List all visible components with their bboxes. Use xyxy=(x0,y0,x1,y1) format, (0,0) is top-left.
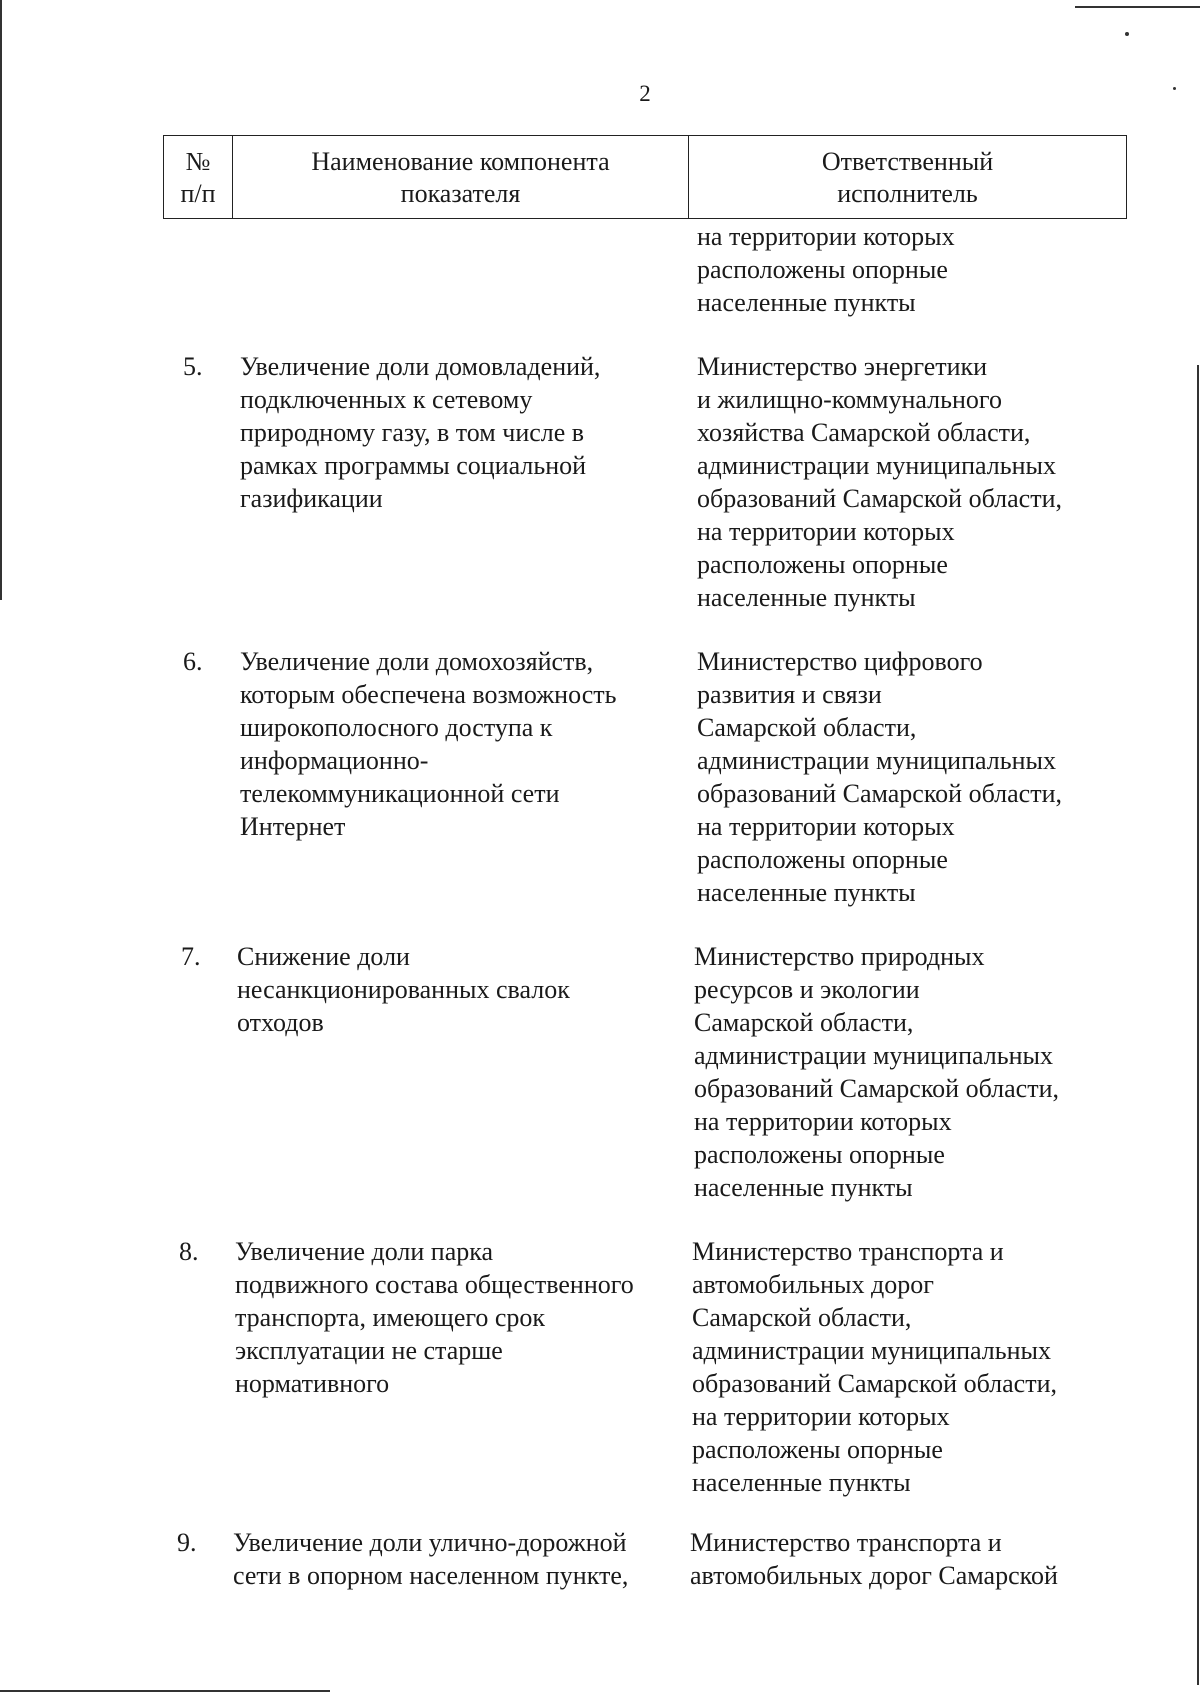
page-number: 2 xyxy=(639,81,651,106)
text-line: Министерство цифрового xyxy=(697,647,983,676)
text-line: информационно- xyxy=(240,746,429,775)
text-line: нормативного xyxy=(235,1369,390,1398)
text-line: Увеличение доли парка xyxy=(235,1237,494,1266)
header-col-number xyxy=(164,136,232,218)
text-line: ресурсов и экологии xyxy=(694,975,920,1004)
text-line: телекоммуникационной сети xyxy=(240,779,560,808)
text-line: широкополосного доступа к xyxy=(240,713,553,742)
text-line: которым обеспечена возможность xyxy=(240,680,617,709)
scan-speck xyxy=(1125,32,1129,36)
text-line: Министерство транспорта и xyxy=(692,1237,1004,1266)
text-line: Самарской области, xyxy=(694,1008,914,1037)
table-header xyxy=(163,135,1127,219)
row-number: 5. xyxy=(183,352,203,381)
text-line: расположены опорные xyxy=(697,550,948,579)
executor xyxy=(690,1526,1058,1592)
header-col-number-line: п/п xyxy=(180,179,216,208)
text-line: природному газу, в том числе в xyxy=(240,418,585,447)
text-line: администрации муниципальных xyxy=(697,746,1056,775)
text-line: населенные пункты xyxy=(694,1173,913,1202)
text-line: развития и связи xyxy=(697,680,882,709)
indicator-name xyxy=(240,645,617,843)
text-line: населенные пункты xyxy=(697,583,916,612)
text-line: расположены опорные xyxy=(697,255,948,284)
text-line: и жилищно-коммунального xyxy=(697,385,1002,414)
header-col-executor-line: Ответственный xyxy=(821,147,994,176)
text-line: Интернет xyxy=(240,812,346,841)
text-line: расположены опорные xyxy=(692,1435,943,1464)
text-line: автомобильных дорог Самарской xyxy=(690,1561,1058,1590)
text-line: Увеличение доли улично-дорожной xyxy=(233,1528,627,1557)
text-line: на территории которых xyxy=(697,517,955,546)
indicator-name xyxy=(233,1526,628,1592)
header-col-number-line: № xyxy=(185,147,211,176)
text-line: сети в опорном населенном пункте, xyxy=(233,1561,629,1590)
executor xyxy=(694,940,1059,1204)
scan-edge-bottom xyxy=(0,1690,330,1692)
text-line: администрации муниципальных xyxy=(694,1041,1053,1070)
header-col-name xyxy=(232,136,688,218)
text-line: Министерство природных xyxy=(694,942,985,971)
text-line: газификации xyxy=(240,484,383,513)
text-line: Снижение доли xyxy=(237,942,410,971)
text-line: населенные пункты xyxy=(692,1468,911,1497)
text-line: рамках программы социальной xyxy=(240,451,587,480)
indicator-name xyxy=(237,940,570,1039)
text-line: Самарской области, xyxy=(697,713,917,742)
header-col-name-line: Наименование компонента xyxy=(311,147,610,176)
header-col-executor xyxy=(688,136,1126,218)
text-line: администрации муниципальных xyxy=(697,451,1056,480)
text-line: подвижного состава общественного xyxy=(235,1270,634,1299)
text-line: администрации муниципальных xyxy=(692,1336,1051,1365)
executor xyxy=(697,645,1062,909)
text-line: на территории которых xyxy=(694,1107,952,1136)
scan-edge-right xyxy=(1197,365,1199,1685)
text-line: на территории которых xyxy=(692,1402,950,1431)
text-line: несанкционированных свалок xyxy=(237,975,570,1004)
executor-continuation xyxy=(697,220,955,319)
indicator-name xyxy=(240,350,600,515)
text-line: образований Самарской области, xyxy=(697,779,1062,808)
text-line: Самарской области, xyxy=(692,1303,912,1332)
scan-edge-top xyxy=(1075,6,1200,8)
executor xyxy=(697,350,1062,614)
text-line: на территории которых xyxy=(697,222,955,251)
text-line: подключенных к сетевому xyxy=(240,385,533,414)
text-line: Увеличение доли домохозяйств, xyxy=(240,647,594,676)
text-line: расположены опорные xyxy=(697,845,948,874)
text-line: эксплуатации не старше xyxy=(235,1336,503,1365)
row-number: 9. xyxy=(177,1528,197,1557)
header-col-executor-line: исполнитель xyxy=(837,179,978,208)
row-number: 8. xyxy=(179,1237,199,1266)
text-line: транспорта, имеющего срок xyxy=(235,1303,546,1332)
row-number: 7. xyxy=(181,942,201,971)
text-line: Министерство энергетики xyxy=(697,352,988,381)
text-line: образований Самарской области, xyxy=(694,1074,1059,1103)
row-number: 6. xyxy=(183,647,203,676)
text-line: Министерство транспорта и xyxy=(690,1528,1002,1557)
text-line: населенные пункты xyxy=(697,878,916,907)
text-line: образований Самарской области, xyxy=(692,1369,1057,1398)
indicator-name xyxy=(235,1235,634,1400)
text-line: образований Самарской области, xyxy=(697,484,1062,513)
text-line: отходов xyxy=(237,1008,324,1037)
text-line: Увеличение доли домовладений, xyxy=(240,352,601,381)
text-line: расположены опорные xyxy=(694,1140,945,1169)
header-col-name-line: показателя xyxy=(400,179,521,208)
text-line: населенные пункты xyxy=(697,288,916,317)
text-line: хозяйства Самарской области, xyxy=(697,418,1031,447)
executor xyxy=(692,1235,1057,1499)
text-line: на территории которых xyxy=(697,812,955,841)
text-line: автомобильных дорог xyxy=(692,1270,934,1299)
